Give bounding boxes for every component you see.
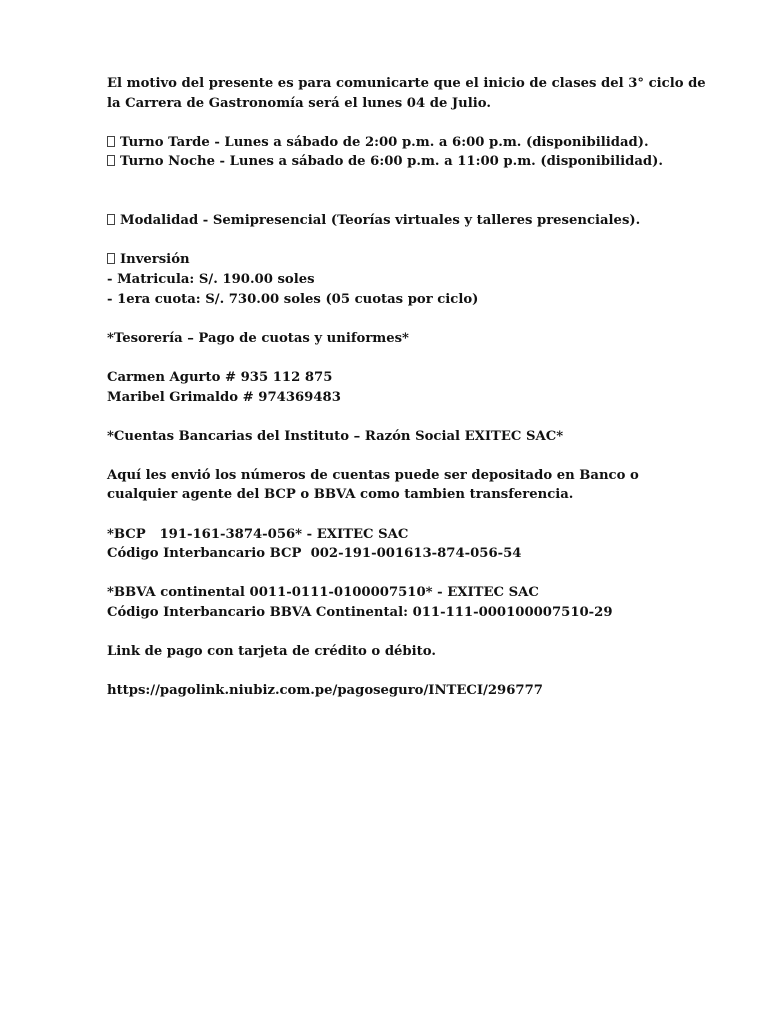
missing-glyph-icon [107, 136, 115, 147]
tesoreria-title: *Tesorería – Pago de cuotas y uniformes* [107, 330, 409, 346]
missing-glyph-icon [107, 155, 115, 166]
schedule-noche-text: Turno Noche - Lunes a sábado de 6:00 p.m. a 11:00 p.m. (disponibilidad). [120, 154, 663, 170]
missing-glyph-icon [107, 253, 115, 264]
inversion-matricula: - Matricula: S/. 190.00 soles [107, 271, 315, 287]
modalidad-text: Modalidad - Semipresencial (Teorías virtuales y talleres presenciales). [120, 213, 641, 229]
inversion-title-text: Inversión [120, 252, 190, 268]
schedule-tarde [107, 133, 707, 153]
schedule-noche [107, 152, 707, 172]
intro-line-2: la Carrera de Gastronomía será el lunes 04 de Julio. [107, 95, 491, 111]
intro-line-1: El motivo del presente es para comunicarte que el inicio de clases del 3° ciclo de [107, 76, 706, 91]
cuentas-title: *Cuentas Bancarias del Instituto – Razón Social EXITEC SAC* [107, 428, 564, 444]
payment-link-url[interactable]: https://pagolink.niubiz.com.pe/pagoseguro/INTECI/296777 [107, 683, 543, 699]
modalidad [107, 211, 707, 231]
payment-link-title: Link de pago con tarjeta de crédito o débito. [107, 644, 436, 660]
cuentas-desc-2: cualquier agente del BCP o BBVA como tambien transferencia. [107, 487, 574, 503]
bcp-account: *BCP 191-161-3874-056* - EXITEC SAC [107, 526, 409, 542]
bbva-account: *BBVA continental 0011-0111-0100007510* - EXITEC SAC [107, 585, 539, 601]
schedule-tarde-text: Turno Tarde - Lunes a sábado de 2:00 p.m. a 6:00 p.m. (disponibilidad). [120, 134, 649, 150]
cuentas-desc-1: Aquí les envió los números de cuentas puede ser depositado en Banco o [107, 467, 639, 483]
document-body [107, 74, 707, 701]
missing-glyph-icon [107, 214, 115, 225]
tesoreria-contact-2: Maribel Grimaldo # 974369483 [107, 389, 341, 405]
tesoreria-contact-1: Carmen Agurto # 935 112 875 [107, 369, 333, 385]
bbva-interbank-code: Código Interbancario BBVA Continental: 011-111-000100007510-29 [107, 605, 613, 621]
bcp-interbank-code: Código Interbancario BCP 002-191-001613-874-056-54 [107, 546, 522, 562]
inversion-title [107, 250, 707, 270]
inversion-cuota: - 1era cuota: S/. 730.00 soles (05 cuotas por ciclo) [107, 291, 479, 307]
